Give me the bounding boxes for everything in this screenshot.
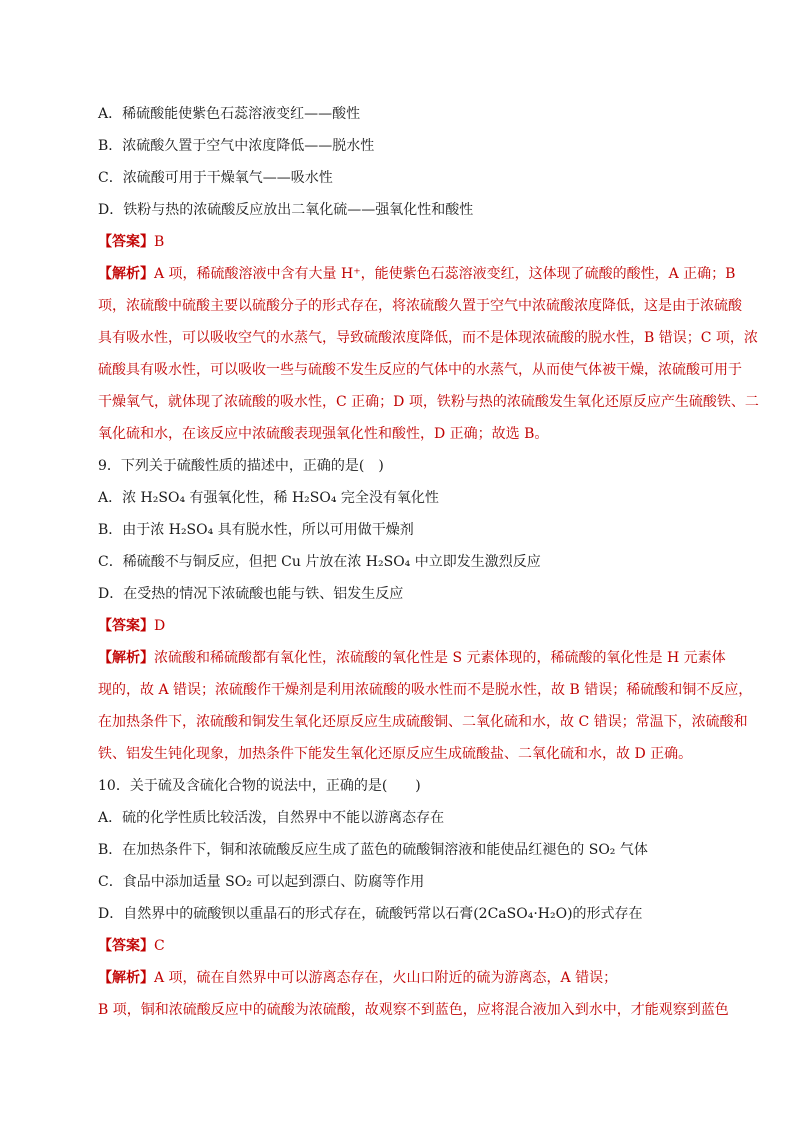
- answer-tag: 【答案】: [98, 938, 154, 954]
- answer-value: C: [154, 938, 165, 954]
- analysis-line: A 项，硫在自然界中可以游离态存在，火山口附近的硫为游离态，A 错误；: [154, 970, 618, 986]
- answer-value: D: [154, 618, 166, 634]
- analysis-line: 现的，故 A 错误；浓硫酸作干燥剂是利用浓硫酸的吸水性而不是脱水性，故 B 错误；稀硫酸和铜不反应，: [98, 682, 753, 698]
- q8-analysis: [98, 258, 759, 450]
- answer-value: B: [154, 234, 165, 250]
- q10-option-c: C．食品中添加适量 SO₂ 可以起到漂白、防腐等作用: [98, 874, 425, 890]
- q9-option-d: D．在受热的情况下浓硫酸也能与铁、铝发生反应: [98, 586, 404, 602]
- analysis-line: B 项，铜和浓硫酸反应中的硫酸为浓硫酸，故观察不到蓝色，应将混合液加入到水中，才能观察到蓝色: [98, 1002, 729, 1018]
- q8-option-c: C．浓硫酸可用于干燥氧气——吸水性: [98, 170, 333, 186]
- q10-option-a: A．硫的化学性质比较活泼，自然界中不能以游离态存在: [98, 810, 445, 826]
- content: [98, 98, 759, 1026]
- analysis-line: 干燥氧气，就体现了浓硫酸的吸水性，C 正确；D 项，铁粉与热的浓硫酸发生氧化还原反应产生硫酸铁、二: [98, 394, 759, 410]
- analysis-line: 项，浓硫酸中硫酸主要以硫酸分子的形式存在，将浓硫酸久置于空气中浓硫酸浓度降低，这是由于浓硫酸: [98, 298, 742, 314]
- analysis-line: 浓硫酸和稀硫酸都有氧化性，浓硫酸的氧化性是 S 元素体现的，稀硫酸的氧化性是 H 元素体: [154, 650, 726, 666]
- q10-option-d: D．自然界中的硫酸钡以重晶石的形式存在，硫酸钙常以石膏(2CaSO₄·H₂O)的形式存在: [98, 906, 643, 922]
- q9-analysis: [98, 642, 753, 770]
- q8-option-b: B．浓硫酸久置于空气中浓度降低——脱水性: [98, 138, 375, 154]
- q8-option-d: D．铁粉与热的浓硫酸反应放出二氧化硫——强氧化性和酸性: [98, 202, 474, 218]
- q10-answer: [98, 930, 722, 962]
- analysis-tag: 【解析】: [98, 970, 154, 986]
- q10-stem: 10．关于硫及含硫化合物的说法中，正确的是( ): [98, 778, 421, 794]
- answer-tag: 【答案】: [98, 618, 154, 634]
- analysis-line: 铁、铝发生钝化现象，加热条件下能发生氧化还原反应生成硫酸盐、二氧化硫和水，故 D 正确。: [98, 746, 693, 762]
- answer-tag: 【答案】: [98, 234, 154, 250]
- analysis-line: 具有吸水性，可以吸收空气的水蒸气，导致硫酸浓度降低，而不是体现浓硫酸的脱水性，B 错误；C 项，浓: [98, 330, 758, 346]
- q10-option-b: B．在加热条件下，铜和浓硫酸反应生成了蓝色的硫酸铜溶液和能使品红褪色的 SO₂ 气体: [98, 842, 648, 858]
- q8-answer: [98, 226, 722, 258]
- analysis-line: 硫酸具有吸水性，可以吸收一些与硫酸不发生反应的气体中的水蒸气，从而使气体被干燥，浓硫酸可用于: [98, 362, 742, 378]
- q9-option-a: A．浓 H₂SO₄ 有强氧化性，稀 H₂SO₄ 完全没有氧化性: [98, 490, 439, 506]
- q8-option-a: A．稀硫酸能使紫色石蕊溶液变红——酸性: [98, 106, 361, 122]
- analysis-line: 氧化硫和水，在该反应中浓硫酸表现强氧化性和酸性，D 正确；故选 B。: [98, 426, 549, 442]
- analysis-tag: 【解析】: [98, 266, 154, 282]
- analysis-line: 在加热条件下，浓硫酸和铜发生氧化还原反应生成硫酸铜、二氧化硫和水，故 C 错误；常温下，浓硫酸和: [98, 714, 748, 730]
- q9-option-c: C．稀硫酸不与铜反应，但把 Cu 片放在浓 H₂SO₄ 中立即发生激烈反应: [98, 554, 541, 570]
- analysis-line: A 项，稀硫酸溶液中含有大量 H⁺，能使紫色石蕊溶液变红，这体现了硫酸的酸性，A 正确；B: [154, 266, 736, 282]
- q9-stem: 9．下列关于硫酸性质的描述中，正确的是( ): [98, 458, 384, 474]
- q9-option-b: B．由于浓 H₂SO₄ 具有脱水性，所以可用做干燥剂: [98, 522, 414, 538]
- q9-answer: [98, 610, 722, 642]
- q10-analysis: [98, 962, 729, 1026]
- analysis-tag: 【解析】: [98, 650, 154, 666]
